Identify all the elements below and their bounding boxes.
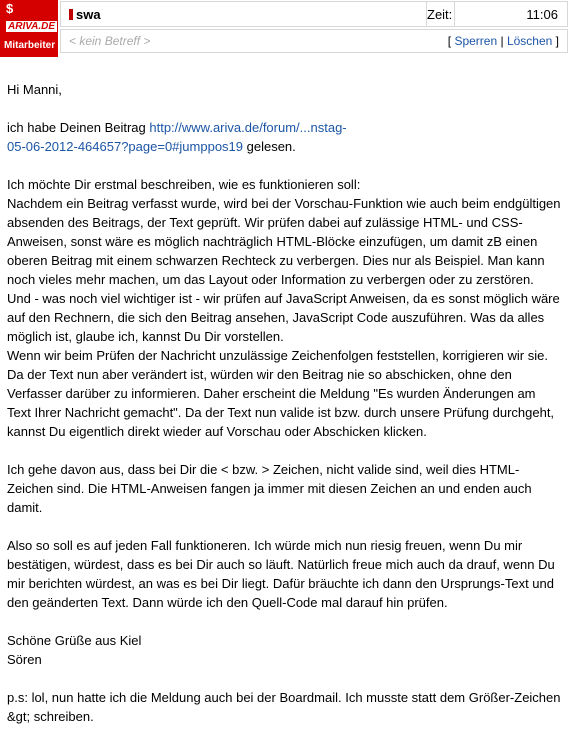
paragraph-assumption: Ich gehe davon aus, dass bei Dir die < bzw. > Zeichen, nicht valide sind, weil dies HTML-Zeichen sind. Die HTML-Anweisen fangen ja immer mit diesen Zeichen an und enden auch damit. xyxy=(7,462,532,515)
paragraph-explanation xyxy=(7,175,561,441)
action-separator: | xyxy=(497,34,507,48)
paragraph-link xyxy=(7,118,561,156)
p2-line2: Nachdem ein Beitrag verfasst wurde, wird bei der Vorschau-Funktion wie auch beim endgültigen absenden des Beitrags, der Text geprüft. Wir prüfen dabei auf zulässige HTML- und CSS-Anweisen, sonst wäre es möglich nachträglich HTML-Blöcke einzufügen, um damit zB einen oberen Beitrag mit einem schwarzen Rechteck zu verbergen. Dies nur als Beispiel. Man kann noch vieles mehr machen, um das Layout oder Information zu verbergen oder zu zerstören. Und - was noch viel wichtiger ist - wir prüfen auf JavaScript Anweisen, da es sonst möglich wäre auf den Rechnern, die sich den Beitrag ansehen, JavaScript Code auszuführen. Was da alles möglich ist, glaube ich, kannst Du Dir vorstellen. xyxy=(7,196,561,344)
paragraph-request: Also so soll es auf jeden Fall funktioneren. Ich würde mich nun riesig freuen, wenn Du mir bestätigen, würdest, dass es bei Dir auch so läuft. Natürlich freue mich auch da drauf, wenn Du mir berichten würdest, an was es bei Dir liegt. Dafür bräuchte ich dann den Ursprungs-Text und den geänderten Text. Dann würde ich den Quell-Code mal darauf hin prüfen. xyxy=(7,538,555,610)
subject-text: < kein Betreff > xyxy=(69,34,151,48)
message-body xyxy=(7,80,561,745)
sender-name[interactable]: swa xyxy=(76,7,101,22)
signature: Sören xyxy=(7,652,42,667)
p1-prefix: ich habe Deinen Beitrag xyxy=(7,120,150,135)
greeting: Hi Manni, xyxy=(7,82,62,97)
closing-line: Schöne Grüße aus Kiel xyxy=(7,633,142,648)
postscript: p.s: lol, nun hatte ich die Meldung auch bei der Boardmail. Ich musste statt dem Größer-Zeichen &gt; schreiben. xyxy=(7,690,561,724)
time-value: 11:06 xyxy=(526,7,558,22)
flag-icon xyxy=(69,9,73,20)
post-link-part1: http://www.ariva.de/forum/...nstag- xyxy=(149,120,347,135)
time-value-cell xyxy=(454,2,568,26)
closing xyxy=(7,631,561,669)
p2-line1: Ich möchte Dir erstmal beschreiben, wie es funktionieren soll: xyxy=(7,177,361,192)
p1-suffix: gelesen. xyxy=(243,139,296,154)
bracket-close: ] xyxy=(552,34,559,48)
time-label: Zeit: xyxy=(427,7,453,22)
post-link-part2: 05-06-2012-464657?page=0#jumppos19 xyxy=(7,139,244,154)
role-label: Mitarbeiter xyxy=(4,40,56,51)
user-badge xyxy=(0,0,58,57)
message-actions xyxy=(448,34,559,48)
message-header xyxy=(60,1,568,27)
bracket-open: [ xyxy=(447,34,455,48)
delete-link[interactable]: Löschen xyxy=(506,34,553,48)
ariva-logo: ARIVA.DE xyxy=(8,21,56,32)
block-link[interactable]: Sperren xyxy=(454,34,498,48)
p2-line3: Wenn wir beim Prüfen der Nachricht unzulässige Zeichenfolgen feststellen, korrigieren wir sie. Da der Text nun aber verändert ist, würden wir den Beitrag nie so abschicken, ohne den Verfasser darüber zu informieren. Daher erscheint die Meldung "Es wurden Änderungen am Text Ihrer Nachricht gemacht". Da der Text nun valide ist bzw. durch unsere Prüfung durchgeht, kannst Du eigentlich direkt wieder auf Vorschau oder Abschicken klicken. xyxy=(7,348,555,439)
dollar-icon: $ xyxy=(6,1,14,16)
subject-row xyxy=(60,29,568,53)
